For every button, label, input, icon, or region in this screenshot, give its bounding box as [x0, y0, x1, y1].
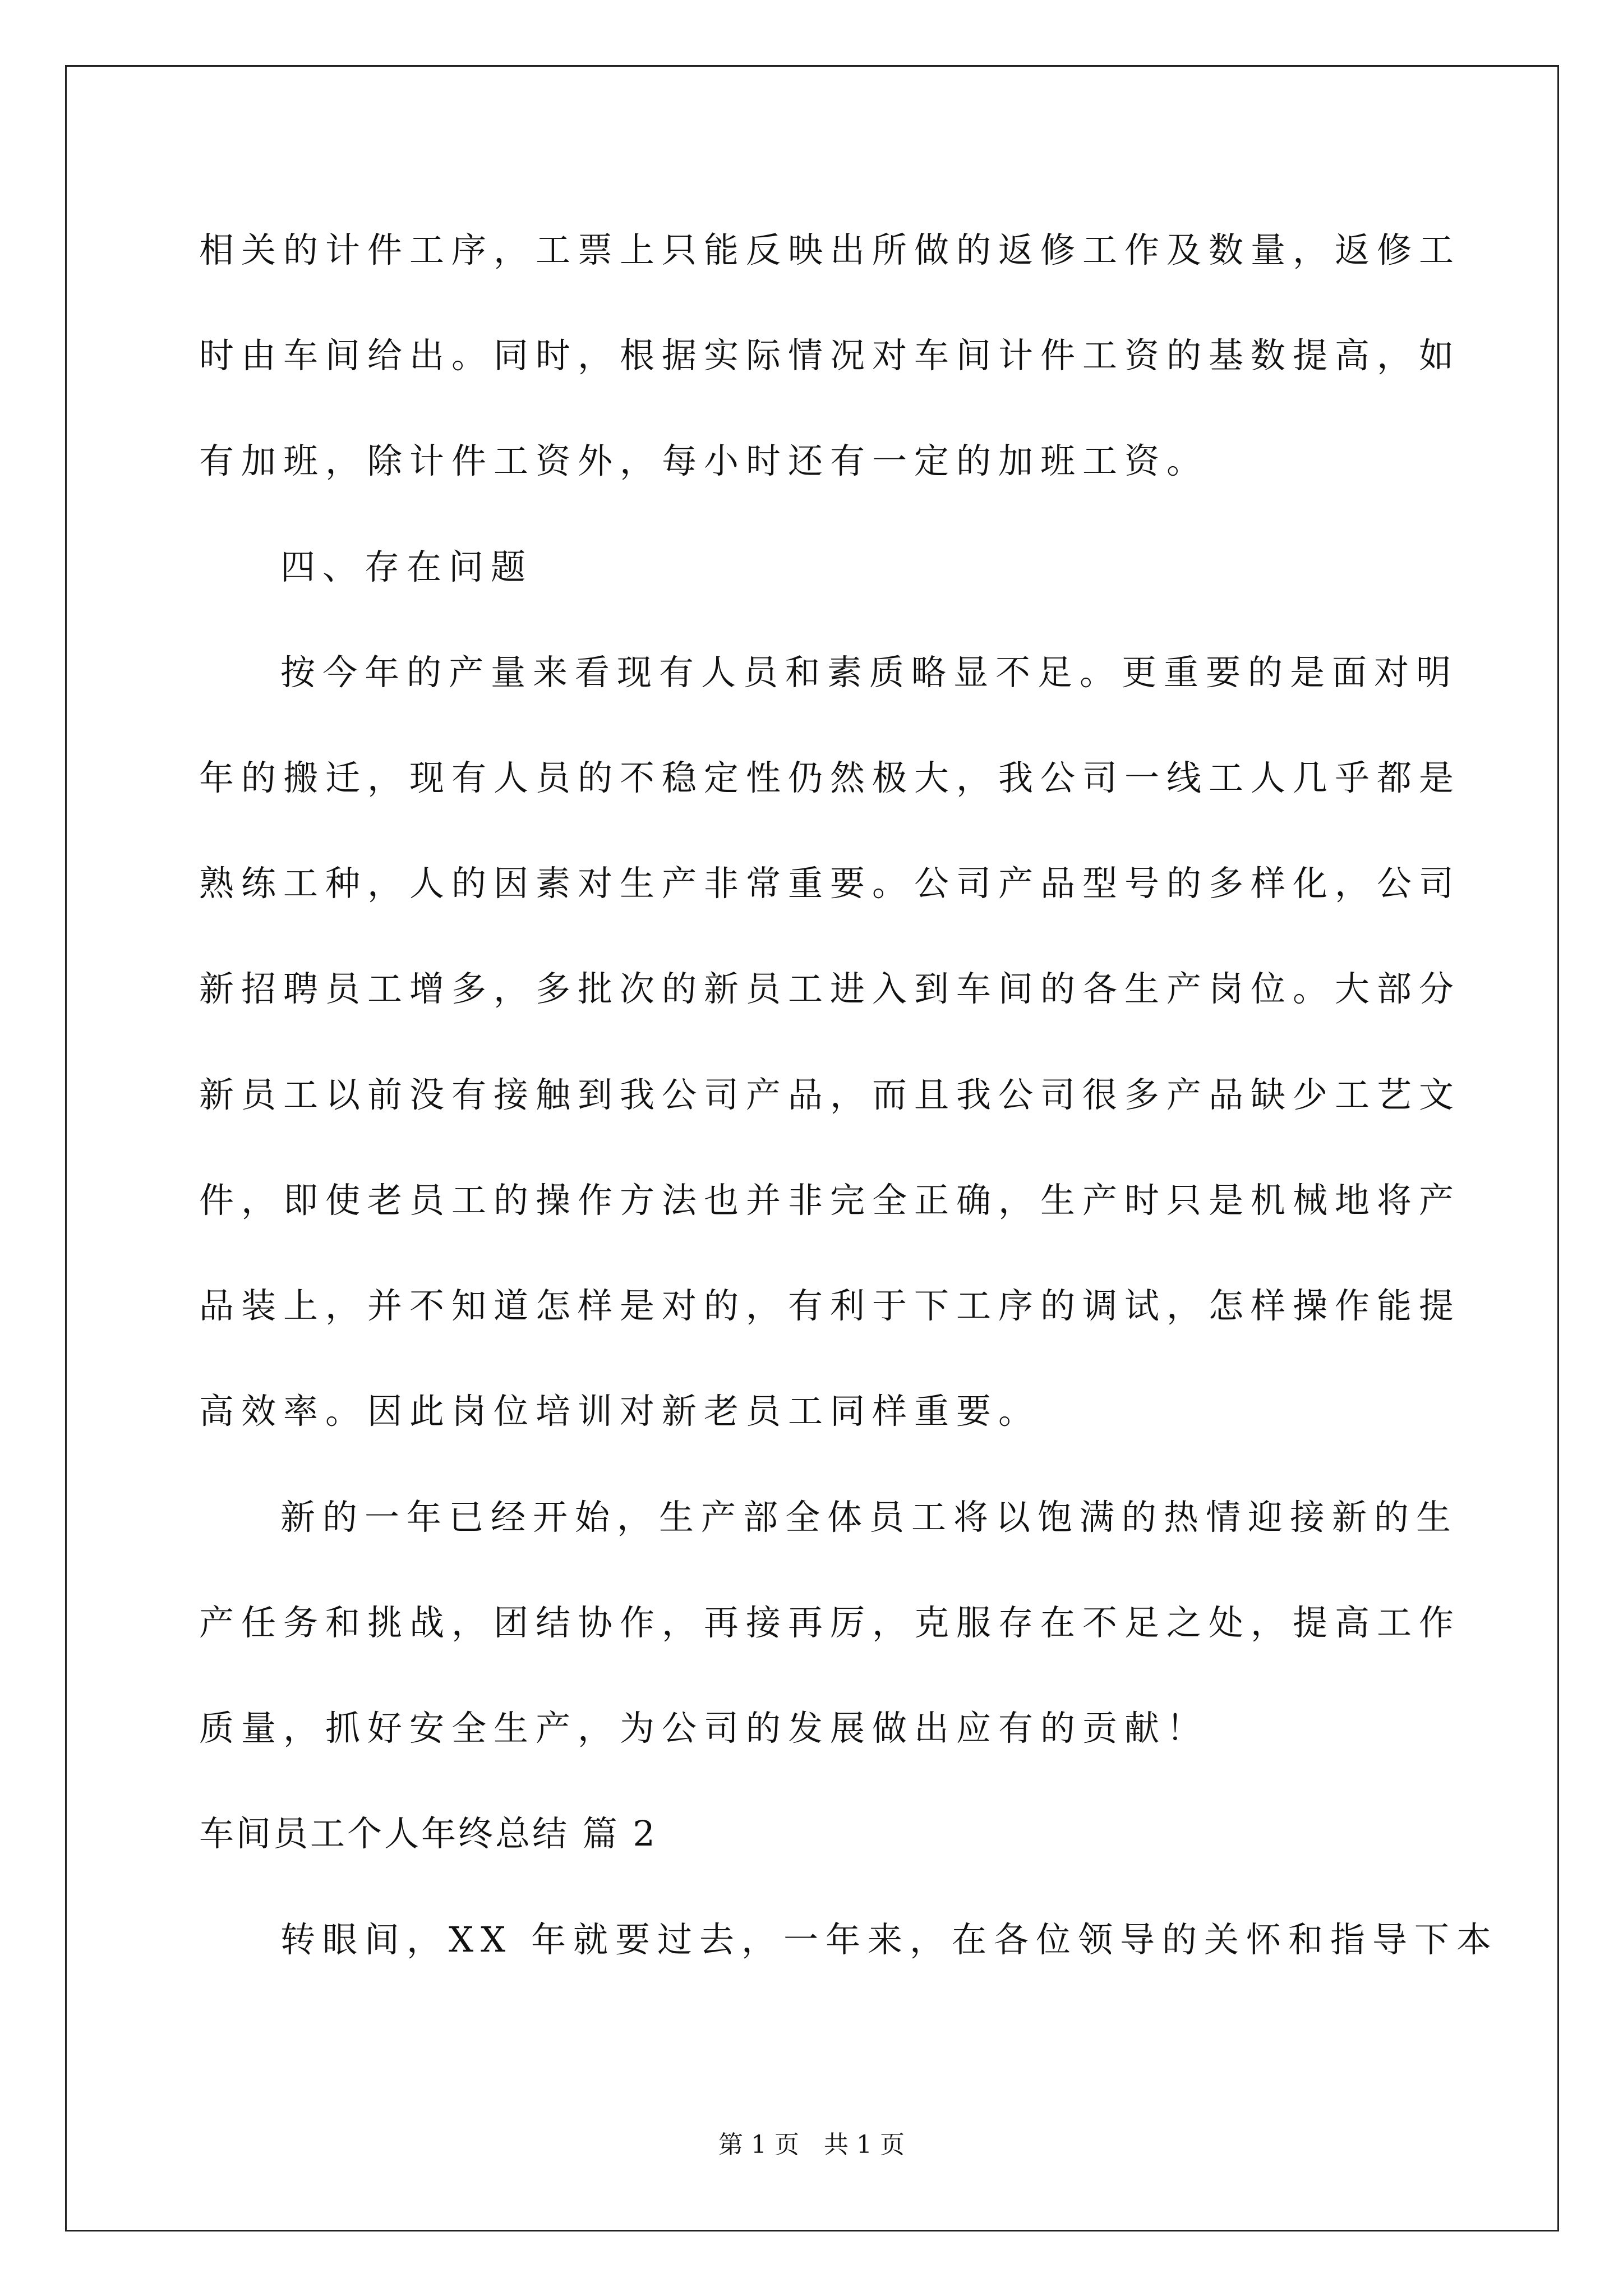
text-line: 新招聘员工增多，多批次的新员工进入到车间的各生产岗位。大部分	[199, 968, 1461, 1009]
text-line: 按今年的产量来看现有人员和素质略显不足。更重要的是面对明	[280, 652, 1459, 693]
text-line: 年的搬迁，现有人员的不稳定性仍然极大，我公司一线工人几乎都是	[199, 757, 1461, 798]
text-line: 有加班，除计件工资外，每小时还有一定的加班工资。	[199, 440, 1209, 481]
text-line: 高效率。因此岗位培训对新老员工同样重要。	[199, 1391, 1041, 1432]
text-line: 质量，抓好安全生产，为公司的发展做出应有的贡献！	[199, 1708, 1209, 1749]
text-line: 熟练工种，人的因素对生产非常重要。公司产品型号的多样化，公司	[199, 863, 1461, 904]
page-number: 第 1 页	[718, 2131, 799, 2159]
page-border	[65, 65, 1559, 2231]
text-line: 件，即使老员工的操作方法也并非完全正确，生产时只是机械地将产	[199, 1180, 1461, 1221]
section-heading: 四、存在问题	[280, 546, 533, 587]
text-line: 转眼间，XX 年就要过去，一年来，在各位领导的关怀和指导下本	[280, 1919, 1498, 1960]
text-line: 产任务和挑战，团结协作，再接再厉，克服存在不足之处，提高工作	[199, 1602, 1461, 1643]
article-heading: 车间员工个人年终总结 篇 2	[199, 1813, 657, 1854]
text-line: 相关的计件工序，工票上只能反映出所做的返修工作及数量，返修工	[199, 229, 1461, 270]
text-line: 时由车间给出。同时，根据实际情况对车间计件工资的基数提高，如	[199, 335, 1461, 376]
text-line: 新的一年已经开始，生产部全体员工将以饱满的热情迎接新的生	[280, 1497, 1459, 1538]
text-line: 品装上，并不知道怎样是对的，有利于下工序的调试，怎样操作能提	[199, 1285, 1461, 1326]
page-footer	[0, 2133, 1623, 2157]
page-total: 共 1 页	[824, 2131, 905, 2159]
text-line: 新员工以前没有接触到我公司产品，而且我公司很多产品缺少工艺文	[199, 1074, 1461, 1115]
